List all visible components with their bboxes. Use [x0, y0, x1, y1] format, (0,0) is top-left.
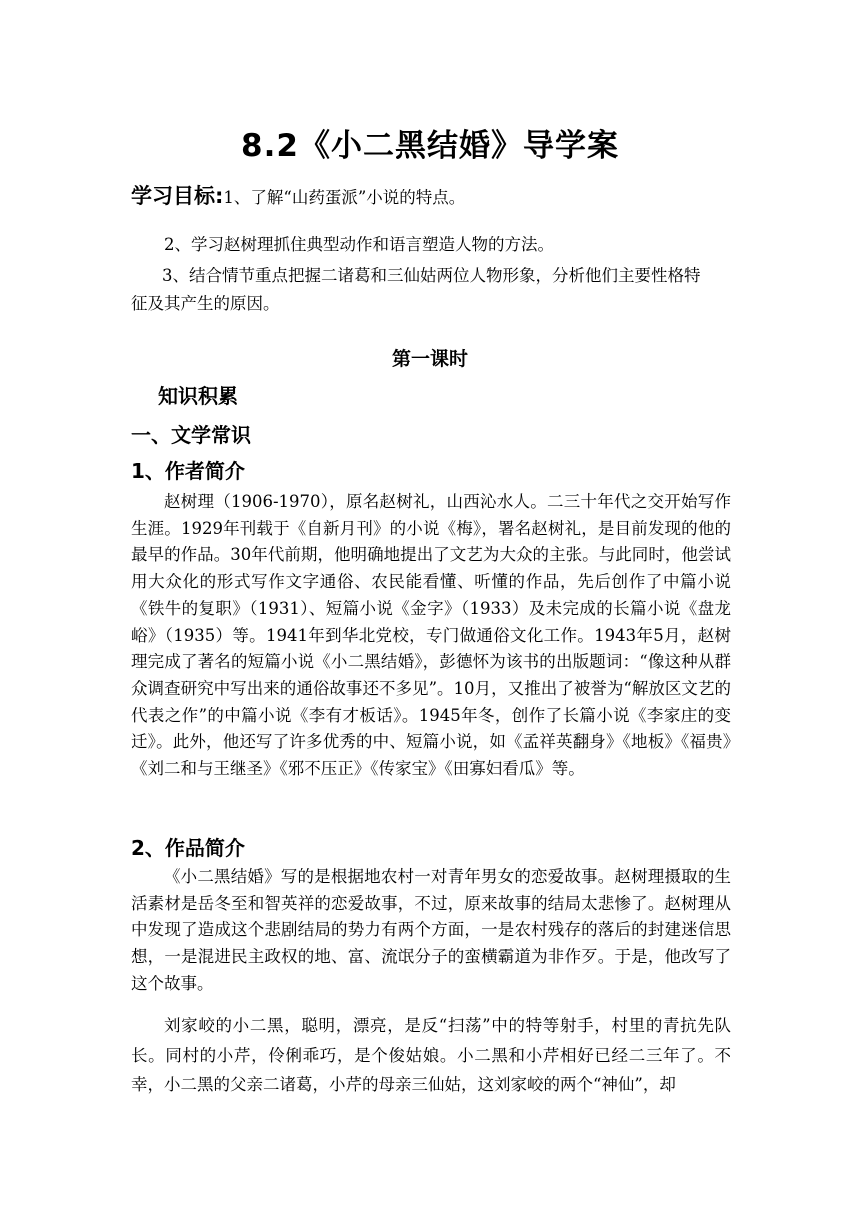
- goal-item-3-line-2: 征及其产生的原因。: [131, 294, 280, 313]
- author-intro-paragraph: 赵树理（1906-1970），原名赵树礼，山西沁水人。二三十年代之交开始写作生涯。1929年刊载于《自新月刊》的小说《梅》，署名赵树礼，是目前发现的他的最早的作品。30年代前期，他明确地提出了文艺为大众的主张。与此同时，他尝试用大众化的形式写作文字通俗、农民能看懂、听懂的作品，先后创作了中篇小说《铁牛的复职》（1931）、短篇小说《金字》（1933）及未完成的长篇小说《盘龙峪》（1935）等。1941年到华北党校，专门做通俗文化工作。1943年5月，赵树理完成了著名的短篇小说《小二黑结婚》，彭德怀为该书的出版题词：“像这种从群众调查研究中写出来的通俗故事还不多见”。10月，又推出了被誉为“解放区文艺的代表之作”的中篇小说《李有才板话》。1945年冬，创作了长篇小说《李家庄的变迁》。此外，他还写了许多优秀的中、短篇小说，如《孟祥英翻身》《地板》《福贵》《刘二和与王继圣》《邪不压正》《传家宝》《田寡妇看瓜》等。: [131, 492, 731, 779]
- section-literature-heading: 一、文学常识: [131, 423, 251, 447]
- lesson-heading: 第一课时: [391, 348, 468, 370]
- section-knowledge-heading: 知识积累: [158, 384, 238, 408]
- section-author-heading: 1、作者简介: [131, 459, 245, 483]
- work-intro-paragraph: 《小二黑结婚》写的是根据地农村一对青年男女的恋爱故事。赵树理摄取的生活素材是岳冬至和智英祥的恋爱故事，不过，原来故事的结局太悲惨了。赵树理从中发现了造成这个悲剧结局的势力有两个方面，一是农村残存的落后的封建迷信思想，一是混进民主政权的地、富、流氓分子的蛮横霸道为非作歹。于是，他改写了这个故事。: [131, 867, 731, 993]
- goal-line-1: [131, 184, 465, 210]
- goal-item-2: 2、学习赵树理抓住典型动作和语言塑造人物的方法。: [164, 235, 554, 254]
- story-intro-paragraph: 刘家峧的小二黑，聪明，漂亮，是反“扫荡”中的特等射手，村里的青抗先队长。同村的小芹，伶俐乖巧，是个俊姑娘。小二黑和小芹相好已经二三年了。不幸，小二黑的父亲二诸葛，小芹的母亲三仙姑，这刘家峧的两个“神仙”，却: [131, 1016, 731, 1095]
- document-title: 8.2《小二黑结婚》导学案: [241, 128, 619, 164]
- goal-item-3-line-1: 3、结合情节重点把握二诸葛和三仙姑两位人物形象，分析他们主要性格特: [162, 266, 701, 285]
- goal-item-1: 1、了解“山药蛋派”小说的特点。: [223, 188, 466, 207]
- goals-heading: 学习目标:: [131, 184, 224, 208]
- section-work-heading: 2、作品简介: [131, 836, 245, 860]
